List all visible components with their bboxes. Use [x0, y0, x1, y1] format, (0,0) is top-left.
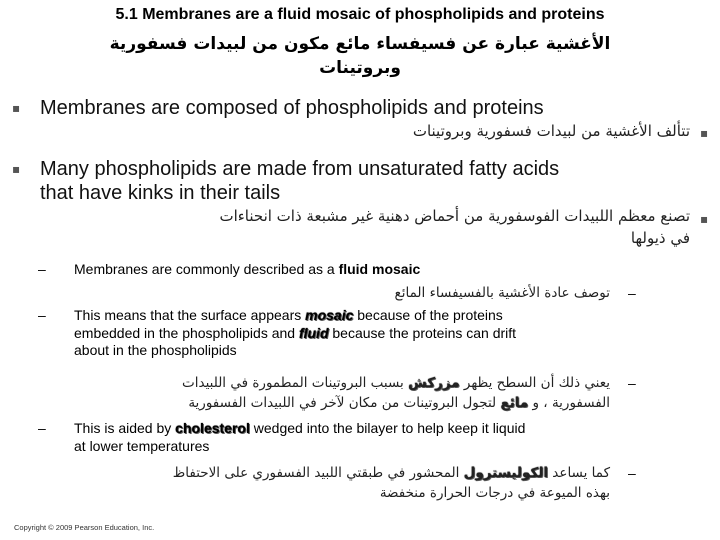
sub-3-arabic-line1-tail: المحشور في طبقتي اللبيد الفسفوري على الاحتفاظ [172, 465, 464, 481]
sub-3-arabic-line1-text: كما يساعد [548, 465, 610, 481]
bullet-2-arabic-line1: تصنع معظم اللبيدات الفوسفورية من أحماض دهنية غير مشبعة ذات انحناءات [219, 207, 690, 225]
sub-dash: – [628, 375, 636, 391]
sub-3-arabic [20, 463, 610, 503]
sub-dash: – [628, 465, 636, 481]
sub-dash: – [38, 261, 46, 277]
fluid-mosaic-term: fluid mosaic [338, 261, 421, 277]
sub-3-line1-tail: wedged into the bilayer to help keep it liquid [249, 420, 526, 436]
sub-2-english [74, 307, 704, 360]
sub-2-arabic [40, 373, 610, 413]
sub-1-english [74, 261, 704, 279]
fluid-term-arabic: مائع [500, 395, 529, 411]
sub-2-line1-text: This means that the surface appears [74, 307, 306, 323]
fluid-term: fluid [298, 324, 329, 341]
sub-3-line1 [74, 420, 714, 438]
sub-dash: – [38, 307, 46, 323]
sub-3-arabic-line2: بهذه الميوعة في درجات الحرارة منخفضة [379, 485, 610, 501]
sub-2-line1-tail: because of the proteins [353, 307, 503, 323]
bullet-square: ▪ [700, 212, 709, 226]
sub-3-english [74, 420, 714, 455]
sub-2-arabic-line1-text: يعني ذلك أن السطح يظهر [459, 375, 610, 391]
sub-2-arabic-line2 [40, 393, 610, 413]
cholesterol-term-arabic: الكوليسترول [463, 465, 549, 481]
cholesterol-term: cholesterol [175, 420, 250, 436]
bullet-2-arabic [30, 205, 690, 249]
mosaic-term-arabic: مزركش [408, 375, 460, 391]
sub-2-line3: about in the phospholipids [74, 342, 237, 358]
copyright-notice: Copyright © 2009 Pearson Education, Inc. [14, 523, 155, 532]
sub-2-arabic-line2-tail: لتجول البروتينات من مكان لآخر في اللبيدات الفسفورية [188, 395, 501, 411]
sub-2-arabic-line2-text: الفسفورية ، و [528, 395, 610, 411]
bullet-square: ▪ [700, 126, 709, 140]
bullet-1-english: Membranes are composed of phospholipids and proteins [40, 97, 544, 119]
sub-2-line1 [74, 307, 704, 325]
sub-3-line1-text: This is aided by [74, 420, 176, 436]
sub-3-line2: at lower temperatures [74, 437, 210, 454]
sub-3-arabic-line1 [20, 463, 610, 483]
bullet-2-arabic-line2: في ذيولها [630, 229, 690, 247]
bullet-square: ▪ [12, 101, 21, 115]
sub-2-line2-tail: because the proteins can drift [328, 324, 517, 341]
bullet-2-english-line1: Many phospholipids are made from unsaturated fatty acids [40, 158, 560, 180]
sub-2-line2-text: embedded in the phospholipids and [74, 324, 299, 341]
slide-title-arabic-line2: وبروتينات [319, 58, 401, 78]
slide-title-arabic-line1: الأغشية عبارة عن فسيفساء مائع مكون من لبيدات فسفورية [109, 34, 611, 54]
sub-dash: – [38, 420, 46, 436]
slide-title-english: 5.1 Membranes are a fluid mosaic of phospholipids and proteins [115, 6, 605, 23]
sub-dash: – [628, 285, 636, 301]
sub-1-arabic: توصف عادة الأغشية بالفسيفساء المائع [394, 285, 610, 301]
sub-2-arabic-line1 [40, 373, 610, 393]
bullet-2-english [40, 157, 710, 205]
sub-2-arabic-line1-tail: بسبب البروتينات المطمورة في اللبيدات [182, 375, 409, 391]
bullet-2-english-line2: that have kinks in their tails [40, 182, 281, 204]
sub-1-text: Membranes are commonly described as a [74, 261, 339, 277]
bullet-square: ▪ [12, 162, 21, 176]
bullet-1-arabic: تتألف الأغشية من لبيدات فسفورية وبروتينات [412, 122, 690, 140]
slide-title-arabic [0, 32, 720, 80]
mosaic-term: mosaic [305, 307, 354, 323]
sub-2-line2 [74, 325, 704, 343]
